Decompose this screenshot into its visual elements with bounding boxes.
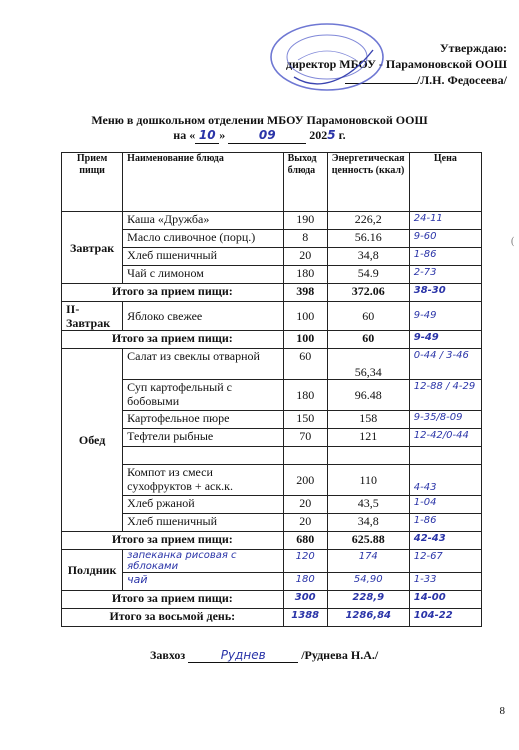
output-cell: 60 [283, 349, 327, 380]
subtotal-price: 38-30 [409, 284, 481, 302]
price-cell: 24-11 [409, 212, 481, 230]
table-row [62, 230, 482, 248]
dish-cell: Хлеб пшеничный [123, 248, 283, 266]
price-cell: 2-73 [409, 266, 481, 284]
document-title [0, 113, 519, 144]
output-cell: 190 [283, 212, 327, 230]
menu-table [61, 152, 482, 627]
subtotal-label: Итого за прием пищи: [62, 284, 284, 302]
meal-snack: Полдник [62, 550, 123, 591]
price-cell: 9-35/8-09 [409, 411, 481, 429]
output-cell: 120 [283, 550, 327, 573]
header-dish: Наименование блюда [123, 153, 283, 212]
output-cell: 150 [283, 411, 327, 429]
header-energy: Энергетическая ценность (ккал) [327, 153, 409, 212]
subtotal-label: Итого за прием пищи: [62, 532, 284, 550]
kcal-cell: 34,8 [327, 248, 409, 266]
price-cell: 9-49 [409, 302, 481, 331]
subtotal-kcal: 228,9 [327, 591, 409, 609]
stamp-seal-icon [268, 22, 386, 92]
price-cell: 12-42/0-44 [409, 429, 481, 447]
dish-cell: Каша «Дружба» [123, 212, 283, 230]
subtotal-row [62, 532, 482, 550]
date-year-suffix: 5 [327, 128, 336, 142]
subtotal-row [62, 331, 482, 349]
dish-cell: запеканка рисовая с яблоками [123, 550, 283, 573]
subtotal-price: 14-00 [409, 591, 481, 609]
dish-cell: Хлеб пшеничный [123, 514, 283, 532]
handwritten-signature: Руднев [188, 648, 298, 663]
output-cell [283, 447, 327, 465]
approval-line1: Утверждаю: [439, 41, 507, 55]
director-name: /Л.Н. Федосеева/ [416, 73, 507, 87]
day-total-price: 104-22 [409, 609, 481, 627]
title-line1: Меню в дошкольном отделении МБОУ Парамоновской ООШ [91, 113, 428, 127]
dish-cell: Масло сливочное (порц.) [123, 230, 283, 248]
kcal-cell: 56.16 [327, 230, 409, 248]
output-cell: 100 [283, 302, 327, 331]
table-row [62, 349, 482, 380]
meal-breakfast: Завтрак [62, 212, 123, 284]
table-header [62, 153, 482, 212]
kcal-cell: 34,8 [327, 514, 409, 532]
date-month: 09 [228, 128, 306, 144]
kcal-cell: 96.48 [327, 380, 409, 411]
price-cell: 9-60 [409, 230, 481, 248]
header-price: Цена [409, 153, 481, 212]
header-meal: Прием пищи [62, 153, 123, 212]
price-cell: 4-43 [409, 465, 481, 496]
table-row [62, 212, 482, 230]
stray-mark: ( [511, 236, 515, 247]
subtotal-output: 300 [283, 591, 327, 609]
kcal-cell: 43,5 [327, 496, 409, 514]
kcal-cell: 110 [327, 465, 409, 496]
header-output: Выход блюда [283, 153, 327, 212]
output-cell: 180 [283, 380, 327, 411]
kcal-cell: 121 [327, 429, 409, 447]
subtotal-row [62, 284, 482, 302]
output-cell: 8 [283, 230, 327, 248]
table-row [62, 514, 482, 532]
dish-cell: Чай с лимоном [123, 266, 283, 284]
table-row [62, 411, 482, 429]
output-cell: 20 [283, 248, 327, 266]
table-row [62, 447, 482, 465]
table-row [62, 465, 482, 496]
subtotal-row [62, 591, 482, 609]
dish-cell: Яблоко свежее [123, 302, 283, 331]
dish-cell: Картофельное пюре [123, 411, 283, 429]
day-total-output: 1388 [283, 609, 327, 627]
price-cell [409, 447, 481, 465]
signature-line [150, 648, 378, 663]
output-cell: 180 [283, 266, 327, 284]
subtotal-output: 398 [283, 284, 327, 302]
meal-lunch: Обед [62, 349, 123, 532]
price-cell: 0-44 / 3-46 [409, 349, 481, 380]
subtotal-kcal: 60 [327, 331, 409, 349]
table-row [62, 429, 482, 447]
output-cell: 200 [283, 465, 327, 496]
approval-line2: директор МБОУ - Парамоновской ООШ [285, 57, 507, 71]
day-total-label: Итого за восьмой день: [62, 609, 284, 627]
output-cell: 20 [283, 496, 327, 514]
subtotal-output: 100 [283, 331, 327, 349]
dish-cell: Тефтели рыбные [123, 429, 283, 447]
page-number: 8 [499, 705, 505, 717]
dish-cell: Салат из свеклы отварной [123, 349, 283, 380]
kcal-cell: 60 [327, 302, 409, 331]
table-row [62, 496, 482, 514]
table-row [62, 266, 482, 284]
price-cell: 12-88 / 4-29 [409, 380, 481, 411]
kcal-cell: 158 [327, 411, 409, 429]
dish-cell: Хлеб ржаной [123, 496, 283, 514]
price-cell: 1-33 [409, 573, 481, 591]
kcal-cell: 174 [327, 550, 409, 573]
subtotal-price: 9-49 [409, 331, 481, 349]
signature-prefix: Завхоз [150, 648, 186, 662]
meal-second-breakfast: II-Завтрак [62, 302, 123, 331]
kcal-cell: 54,90 [327, 573, 409, 591]
table-row [62, 302, 482, 331]
day-total-kcal: 1286,84 [327, 609, 409, 627]
subtotal-price: 42-43 [409, 532, 481, 550]
subtotal-output: 680 [283, 532, 327, 550]
subtotal-label: Итого за прием пищи: [62, 331, 284, 349]
output-cell: 180 [283, 573, 327, 591]
table-row [62, 573, 482, 591]
subtotal-kcal: 372.06 [327, 284, 409, 302]
signature-name: /Руднева Н.А./ [301, 648, 379, 662]
dish-cell: чай [123, 573, 283, 591]
output-cell: 20 [283, 514, 327, 532]
output-cell: 70 [283, 429, 327, 447]
dish-cell: Компот из смеси сухофруктов + аск.к. [123, 465, 283, 496]
price-cell: 1-04 [409, 496, 481, 514]
kcal-cell: 226,2 [327, 212, 409, 230]
price-cell: 1-86 [409, 248, 481, 266]
subtotal-label: Итого за прием пищи: [62, 591, 284, 609]
day-total-row [62, 609, 482, 627]
table-row [62, 248, 482, 266]
title-date: на « 10 » 09 2025 г. [173, 128, 346, 142]
table-row [62, 380, 482, 411]
kcal-cell [327, 447, 409, 465]
date-day: 10 [195, 128, 219, 144]
dish-cell [123, 447, 283, 465]
kcal-cell: 54.9 [327, 266, 409, 284]
kcal-cell: 56,34 [327, 349, 409, 380]
table-row [62, 550, 482, 573]
price-cell: 12-67 [409, 550, 481, 573]
price-cell: 1-86 [409, 514, 481, 532]
subtotal-kcal: 625.88 [327, 532, 409, 550]
dish-cell: Суп картофельный с бобовыми [123, 380, 283, 411]
